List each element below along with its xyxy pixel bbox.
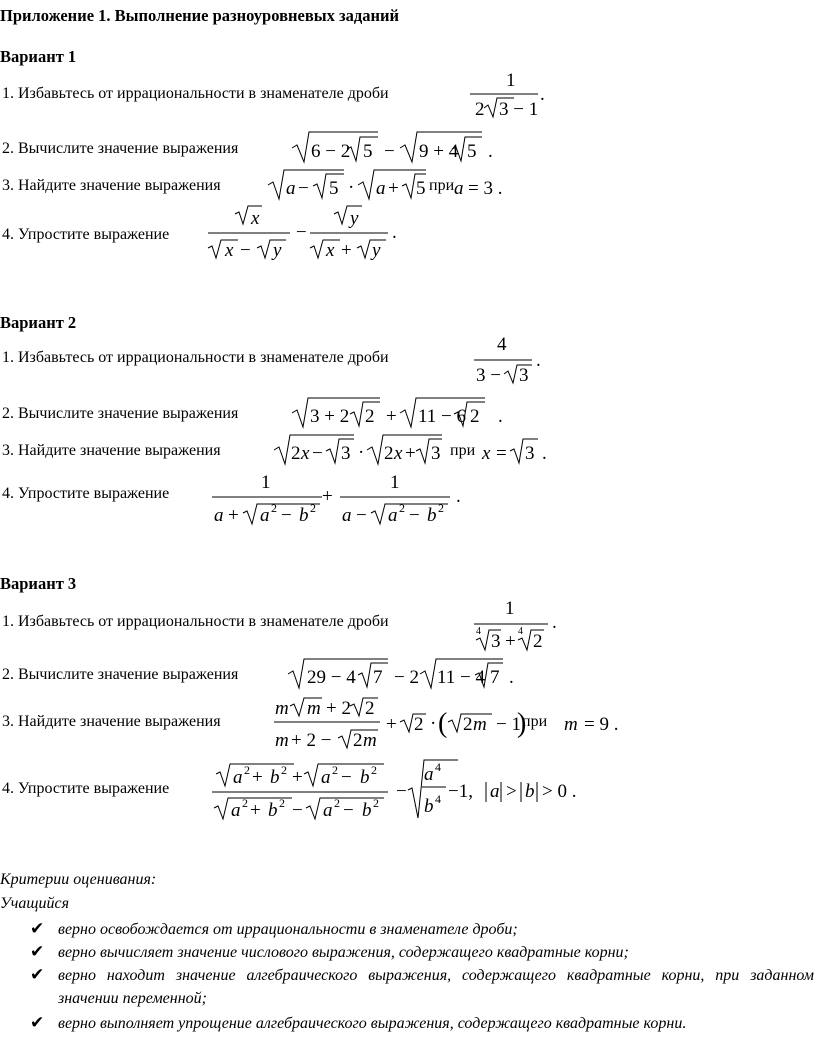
svg-text:·: ·: [430, 713, 437, 734]
criteria-subtitle: Учащийся: [0, 895, 70, 912]
svg-text:4: 4: [435, 792, 441, 806]
svg-text:·: ·: [348, 177, 355, 198]
svg-text:+: +: [405, 443, 416, 464]
svg-text:m: m: [564, 714, 578, 735]
formula: [208, 466, 478, 530]
svg-text:+: +: [341, 240, 352, 261]
variant-1-task-1: [2, 62, 792, 122]
svg-text:+: +: [386, 406, 397, 427]
svg-text:= 3 .: = 3 .: [468, 178, 503, 199]
task-label: 2. Вычислите значение выражения: [2, 666, 239, 683]
svg-text:y: y: [372, 240, 381, 261]
svg-text:a: a: [286, 178, 296, 199]
criteria-item-text: верно освобождается от иррациональности в знаменателе дроби;: [58, 921, 518, 938]
criteria-item: [30, 964, 814, 1010]
svg-text:a: a: [424, 764, 434, 785]
svg-text:a: a: [321, 767, 331, 788]
svg-text:a: a: [490, 781, 500, 802]
svg-text:− 2: − 2: [394, 667, 419, 688]
task-label: 3. Найдите значение выражения: [2, 442, 221, 459]
svg-text:.: .: [540, 84, 545, 105]
svg-text:11 − 6: 11 − 6: [418, 406, 467, 427]
svg-text:x: x: [301, 443, 310, 464]
svg-text:3: 3: [431, 443, 441, 464]
svg-text:−: −: [240, 240, 251, 261]
task-label: 3. Найдите значение выражения: [2, 177, 221, 194]
variant-2-task-4: [2, 466, 792, 526]
svg-text:2: 2: [365, 698, 375, 719]
svg-text:.: .: [542, 443, 547, 464]
svg-text:5: 5: [329, 178, 339, 199]
checkmark-icon: ✔: [30, 919, 45, 938]
formula: [464, 62, 564, 122]
variant-1-task-4: [2, 200, 792, 260]
variant-1-heading: Вариант 1: [0, 47, 77, 66]
svg-text:3 −: 3 −: [476, 365, 501, 386]
variant-3-task-1: [2, 592, 792, 652]
svg-text:2: 2: [438, 501, 444, 515]
svg-text:x: x: [225, 240, 234, 261]
svg-text:3 + 2: 3 + 2: [310, 406, 350, 427]
svg-text:+: +: [322, 486, 333, 507]
svg-text:a: a: [323, 800, 333, 821]
variant-3-task-4: [2, 756, 792, 821]
svg-text:a: a: [231, 800, 241, 821]
pri-label: при: [450, 442, 476, 459]
svg-text:x: x: [326, 240, 335, 261]
svg-text:−: −: [356, 505, 367, 526]
checkmark-icon: ✔: [30, 1013, 45, 1032]
svg-text:>: >: [506, 781, 517, 802]
svg-text:·: ·: [358, 442, 365, 463]
criteria-item: [30, 941, 814, 964]
svg-text:+: +: [252, 767, 263, 788]
formula: [202, 200, 402, 264]
svg-text:(: (: [438, 708, 448, 739]
svg-text:y: y: [350, 208, 359, 229]
svg-text:m: m: [473, 714, 487, 735]
svg-text:1: 1: [506, 70, 516, 91]
svg-text:.: .: [456, 486, 461, 507]
svg-text:a: a: [342, 505, 352, 526]
svg-text:): ): [517, 708, 527, 739]
svg-text:2: 2: [373, 796, 379, 810]
task-label: 1. Избавьтесь от иррациональности в знаменателе дроби: [2, 85, 389, 102]
svg-text:−: −: [396, 781, 407, 802]
pri-label: при: [429, 177, 455, 194]
pri-label: при: [522, 713, 548, 730]
svg-text:−1,: −1,: [448, 781, 473, 802]
svg-text:= 9 .: = 9 .: [584, 714, 619, 735]
svg-text:2: 2: [279, 796, 285, 810]
formula: [206, 756, 591, 826]
svg-text:a: a: [214, 505, 224, 526]
svg-text:+: +: [505, 631, 516, 652]
svg-text:x: x: [482, 443, 491, 464]
svg-text:+: +: [386, 714, 397, 735]
checkmark-icon: ✔: [30, 942, 45, 961]
svg-text:5: 5: [467, 141, 477, 162]
svg-text:11 − 4: 11 − 4: [437, 667, 486, 688]
svg-text:4: 4: [497, 334, 507, 355]
svg-text:5: 5: [416, 178, 426, 199]
svg-text:b: b: [299, 505, 309, 526]
svg-text:a: a: [260, 505, 270, 526]
svg-text:m: m: [275, 730, 289, 751]
svg-text:2: 2: [332, 763, 338, 777]
svg-text:.: .: [488, 141, 493, 162]
svg-text:m: m: [307, 698, 321, 719]
svg-text:a: a: [454, 178, 464, 199]
svg-text:2: 2: [463, 714, 473, 735]
criteria-item: [30, 1012, 814, 1035]
svg-text:b: b: [268, 800, 278, 821]
svg-text:−: −: [384, 141, 395, 162]
task-label: 4. Упростите выражение: [2, 780, 170, 797]
svg-text:9 + 4: 9 + 4: [419, 141, 459, 162]
formula: [468, 592, 568, 656]
svg-text:2: 2: [365, 406, 375, 427]
svg-text:−: −: [292, 800, 303, 821]
svg-text:−: −: [296, 222, 307, 243]
svg-text:1: 1: [261, 472, 271, 493]
svg-text:.: .: [552, 612, 557, 633]
formula-condition: [564, 690, 634, 754]
svg-text:2: 2: [334, 796, 340, 810]
svg-text:+ 2 −: + 2 −: [291, 730, 332, 751]
svg-text:1: 1: [505, 598, 515, 619]
svg-text:b: b: [270, 767, 280, 788]
criteria-item-text: верно находит значение алгебраического выражения, содержащего квадратные корни, при заданном значении переменной;: [58, 967, 814, 1007]
svg-text:2: 2: [310, 501, 316, 515]
svg-text:=: =: [496, 443, 507, 464]
svg-text:6 − 2: 6 − 2: [311, 141, 351, 162]
formula: [292, 396, 512, 436]
formula: [292, 128, 502, 168]
variant-2-task-1: [2, 330, 792, 390]
svg-text:4: 4: [518, 626, 523, 637]
document-title: Приложение 1. Выполнение разноуровневых заданий: [0, 6, 399, 25]
svg-text:2: 2: [242, 796, 248, 810]
svg-text:2: 2: [291, 443, 301, 464]
variant-3-heading: Вариант 3: [0, 574, 77, 593]
svg-text:+ 2: + 2: [326, 698, 351, 719]
svg-text:a: a: [233, 767, 243, 788]
svg-text:−: −: [312, 443, 323, 464]
svg-text:b: b: [424, 796, 434, 817]
svg-text:> 0 .: > 0 .: [542, 781, 577, 802]
svg-text:5: 5: [363, 141, 373, 162]
task-label: 4. Упростите выражение: [2, 485, 170, 502]
svg-text:−: −: [409, 505, 420, 526]
svg-text:.: .: [536, 350, 541, 371]
task-label: 3. Найдите значение выражения: [2, 713, 221, 730]
svg-text:x: x: [394, 443, 403, 464]
svg-text:y: y: [273, 240, 282, 261]
svg-text:m: m: [275, 698, 289, 719]
svg-text:2: 2: [384, 443, 394, 464]
svg-text:−: −: [343, 800, 354, 821]
svg-text:b: b: [362, 800, 372, 821]
svg-text:2: 2: [271, 501, 277, 515]
svg-text:− 1: − 1: [496, 714, 521, 735]
svg-text:.: .: [498, 406, 503, 427]
formula: [468, 330, 558, 390]
criteria-item-text: верно выполняет упрощение алгебраического выражения, содержащего квадратные корни.: [58, 1015, 687, 1032]
svg-text:3: 3: [341, 443, 351, 464]
svg-text:2: 2: [281, 763, 287, 777]
svg-text:+: +: [250, 800, 261, 821]
svg-text:−: −: [298, 178, 309, 199]
svg-text:7: 7: [373, 667, 383, 688]
svg-text:+: +: [228, 505, 239, 526]
svg-text:b: b: [427, 505, 437, 526]
variant-2-heading: Вариант 2: [0, 313, 77, 332]
svg-text:b: b: [525, 781, 535, 802]
svg-text:2: 2: [533, 631, 543, 652]
variant-3-task-3: [2, 690, 792, 750]
svg-text:3: 3: [519, 365, 529, 386]
task-label: 2. Вычислите значение выражения: [2, 140, 239, 157]
svg-text:2: 2: [399, 501, 405, 515]
svg-text:2: 2: [414, 714, 424, 735]
svg-text:3: 3: [525, 443, 535, 464]
task-label: 2. Вычислите значение выражения: [2, 405, 239, 422]
svg-text:−: −: [281, 505, 292, 526]
task-label: 1. Избавьтесь от иррациональности в знаменателе дроби: [2, 613, 389, 630]
svg-text:a: a: [376, 178, 386, 199]
svg-text:2: 2: [371, 763, 377, 777]
svg-text:.: .: [509, 667, 514, 688]
svg-text:+: +: [388, 178, 399, 199]
task-label: 1. Избавьтесь от иррациональности в знаменателе дроби: [2, 349, 389, 366]
svg-text:2: 2: [475, 99, 485, 120]
checkmark-icon: ✔: [30, 965, 45, 984]
svg-text:b: b: [360, 767, 370, 788]
svg-text:2: 2: [353, 730, 363, 751]
svg-text:a: a: [388, 505, 398, 526]
task-label: 4. Упростите выражение: [2, 226, 170, 243]
svg-text:−: −: [341, 767, 352, 788]
svg-text:3: 3: [491, 631, 501, 652]
svg-text:3 − 1: 3 − 1: [499, 99, 539, 120]
svg-text:m: m: [363, 730, 377, 751]
criteria-title: Критерии оценивания:: [0, 871, 157, 888]
svg-text:+: +: [292, 767, 303, 788]
svg-text:.: .: [392, 222, 397, 243]
criteria-item: [30, 918, 814, 941]
svg-text:4: 4: [476, 626, 481, 637]
svg-text:1: 1: [390, 472, 400, 493]
svg-text:29 − 4: 29 − 4: [307, 667, 356, 688]
svg-text:2: 2: [470, 406, 480, 427]
svg-text:7: 7: [490, 667, 500, 688]
criteria-item-text: верно вычисляет значение числового выражения, содержащего квадратные корни;: [58, 944, 629, 961]
svg-text:x: x: [251, 208, 260, 229]
svg-text:4: 4: [435, 760, 441, 774]
svg-text:2: 2: [244, 763, 250, 777]
